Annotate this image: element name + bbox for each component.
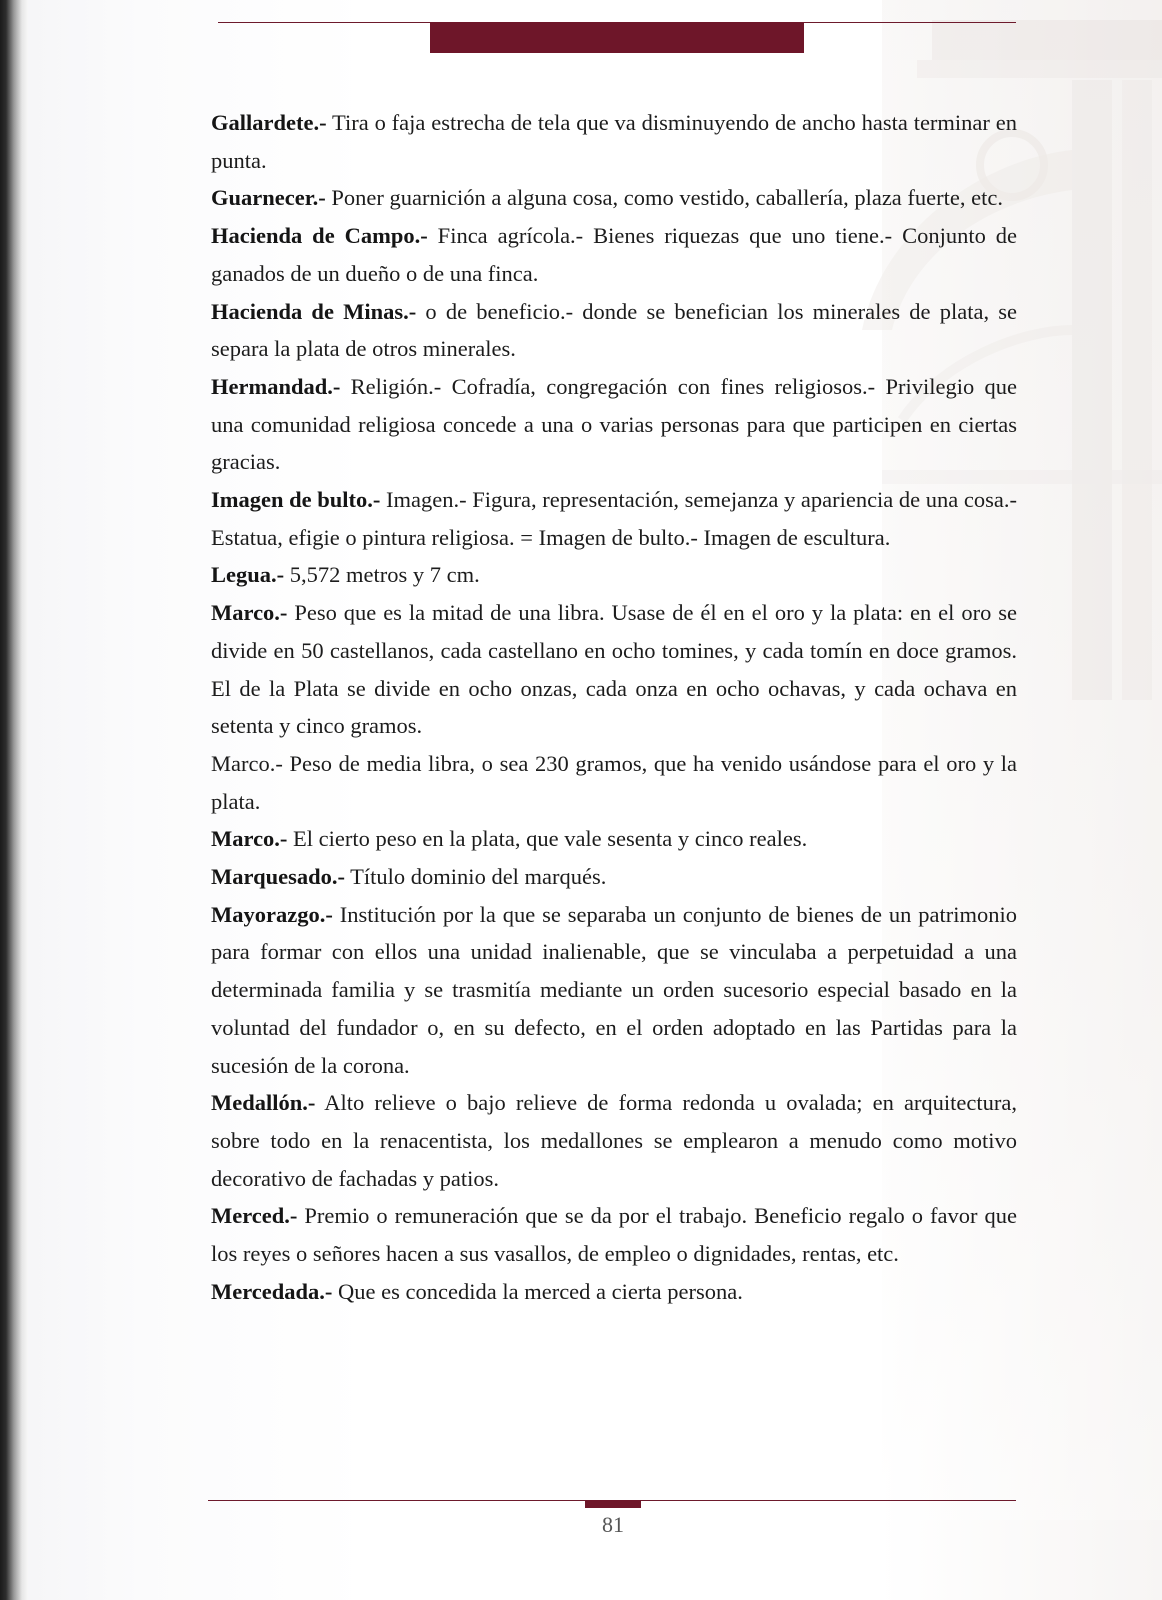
glossary-entry xyxy=(211,481,1017,556)
entry-definition: Religión.- Cofradía, congregación con fines religiosos.- Privilegio que una comunidad religiosa concede a una o varias personas para que participen en ciertas gracias. xyxy=(211,373,1017,475)
glossary-entry xyxy=(211,1197,1017,1272)
entry-term: Imagen de bulto.- xyxy=(211,487,381,513)
entry-definition: Título dominio del marqués. xyxy=(344,864,607,890)
glossary-entry xyxy=(211,1273,1017,1311)
entry-definition: Marco.- Peso de media libra, o sea 230 gramos, que ha venido usándose para el oro y la plata. xyxy=(211,750,1017,814)
glossary-entry xyxy=(211,745,1017,820)
entry-term: Gallardete.- xyxy=(211,110,327,135)
entry-definition: Premio o remuneración que se da por el trabajo. Beneficio regalo o favor que los reyes o señores hacen a sus vasallos, de empleo o dignidades, rentas, etc. xyxy=(211,1203,1017,1267)
glossary-entry xyxy=(211,820,1017,858)
glossary-entry xyxy=(211,896,1017,1085)
header-accent-bar xyxy=(430,22,804,53)
glossary-entry xyxy=(211,1084,1017,1197)
entry-term: Mayorazgo.- xyxy=(211,901,333,927)
glossary-entry xyxy=(211,594,1017,745)
entry-term: Hermandad.- xyxy=(211,373,341,399)
entry-term: Marco.- xyxy=(211,600,288,626)
entry-term: Marquesado.- xyxy=(211,864,345,890)
glossary-entry xyxy=(211,858,1017,896)
page-number: 81 xyxy=(602,1512,624,1537)
glossary-entry xyxy=(211,556,1017,594)
glossary-entries xyxy=(211,104,1017,1311)
entry-term: Medallón.- xyxy=(211,1090,316,1116)
entry-definition: o de beneficio.- donde se benefician los minerales de plata, se separa la plata de otros minerales. xyxy=(211,298,1017,362)
entry-definition: Que es concedida la merced a cierta persona. xyxy=(332,1278,743,1304)
entry-definition: Poner guarnición a alguna cosa, como vestido, caballería, plaza fuerte, etc. xyxy=(325,185,1003,211)
glossary-entry xyxy=(211,104,1017,179)
glossary-entry xyxy=(211,368,1017,481)
glossary-entry xyxy=(211,293,1017,368)
entry-term: Hacienda de Minas.- xyxy=(211,298,417,324)
entry-definition: Peso que es la mitad de una libra. Usase de él en el oro y la plata: en el oro se divide en 50 castellanos, cada castellano en ocho tomines, y cada tomín en doce gramos. El de la Plata se divide en ocho onzas, cada onza en ocho ochavas, y cada ochava en setenta y cinco gramos. xyxy=(211,600,1017,739)
entry-term: Guarnecer.- xyxy=(211,185,326,211)
entry-term: Mercedada.- xyxy=(211,1278,333,1304)
footer-accent-bar xyxy=(585,1500,641,1508)
glossary-entry xyxy=(211,179,1017,217)
entry-definition: Tira o faja estrecha de tela que va disminuyendo de ancho hasta terminar en punta. xyxy=(211,110,1017,173)
entry-definition: Imagen.- Figura, representación, semejanza y apariencia de una cosa.-Estatua, efigie o pintura religiosa. = Imagen de bulto.- Imagen de escultura. xyxy=(211,487,1018,550)
entry-definition: El cierto peso en la plata, que vale sesenta y cinco reales. xyxy=(287,826,808,852)
entry-term: Merced.- xyxy=(211,1203,298,1229)
scan-binding-edge xyxy=(0,0,28,1600)
entry-definition: Alto relieve o bajo relieve de forma redonda u ovalada; en arquitectura, sobre todo en la renacentista, los medallones se emplearon a menudo como motivo decorativo de fachadas y patios. xyxy=(211,1090,1017,1191)
entry-term: Marco.- xyxy=(211,826,288,852)
entry-definition: Finca agrícola.- Bienes riquezas que uno tiene.- Conjunto de ganados de un dueño o de una finca. xyxy=(211,223,1017,286)
entry-term: Legua.- xyxy=(211,562,285,588)
entry-definition: Institución por la que se separaba un conjunto de bienes de un patrimonio para formar con ellos una unidad inalienable, que se vinculaba a perpetuidad a una determinada familia y se trasmitía mediante un orden sucesorio especial basado en la voluntad del fundador o, en su defecto, en el orden adoptado en las Partidas para la sucesión de la corona. xyxy=(211,901,1017,1078)
entry-term: Hacienda de Campo.- xyxy=(211,223,428,249)
glossary-entry xyxy=(211,217,1017,292)
entry-definition: 5,572 metros y 7 cm. xyxy=(284,562,480,588)
